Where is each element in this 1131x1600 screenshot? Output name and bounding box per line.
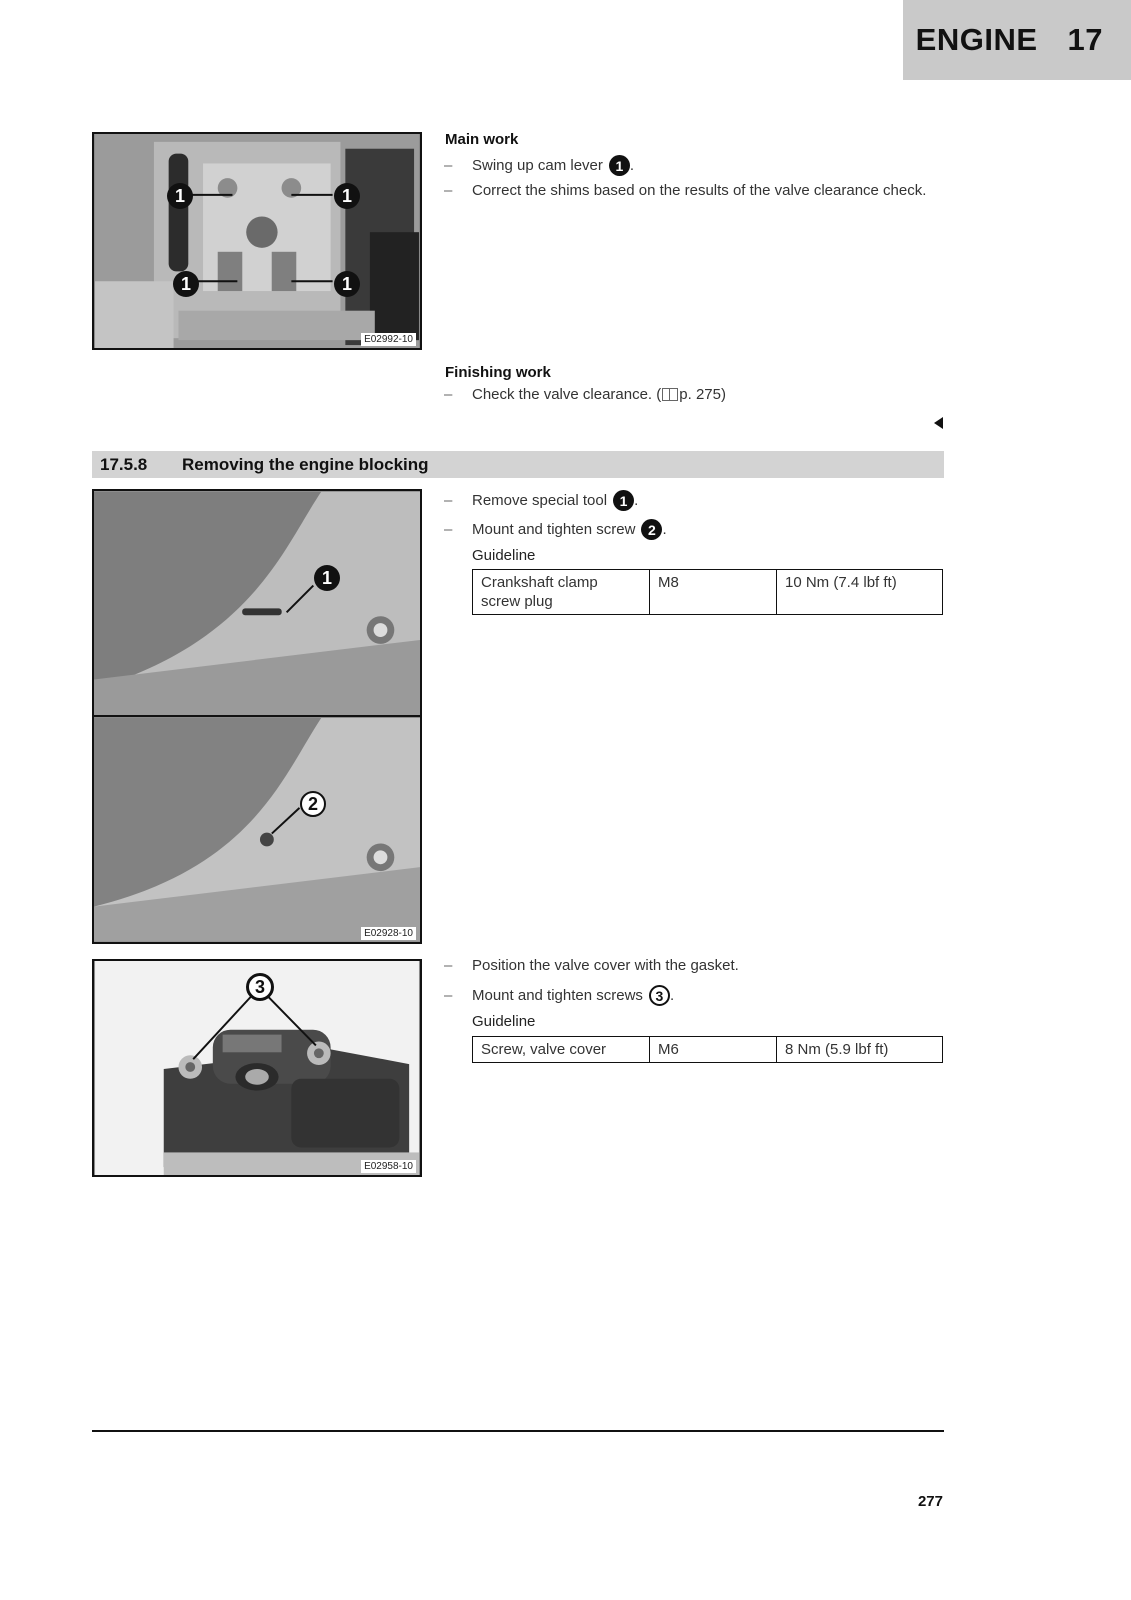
step-text: Mount and tighten screw: [472, 521, 636, 538]
guideline-label: Guideline: [472, 1013, 536, 1030]
callout-1-bottom-right: 1: [334, 271, 360, 297]
guideline-label: Guideline: [472, 547, 536, 564]
step-suffix: .: [669, 987, 675, 1004]
end-of-procedure-icon: [934, 417, 943, 429]
step-text: Mount and tighten screws: [472, 987, 643, 1004]
block2-step-1: [444, 957, 739, 974]
callout-1-top-right: 1: [334, 183, 360, 209]
main-work-heading: Main work: [445, 131, 519, 148]
footer-divider: [92, 1430, 944, 1432]
figure-code: E02992-10: [361, 333, 416, 346]
callout-1-top-left: 1: [167, 183, 193, 209]
part-cell: Screw, valve cover: [473, 1037, 650, 1063]
table-row: [473, 570, 943, 615]
figure-engine-blocking: [92, 489, 422, 944]
chapter-number: 17: [1067, 22, 1103, 57]
bullet-dash: –: [444, 987, 453, 1004]
block1-step-2: [444, 519, 667, 540]
section-title: Removing the engine blocking: [182, 454, 429, 474]
block1-step-1: [444, 490, 639, 511]
callout-3: 3: [246, 973, 274, 1001]
step-text: Correct the shims based on the results of the valve clearance check.: [472, 182, 927, 199]
valve-train-photo: [94, 134, 420, 348]
step-suffix: .: [662, 521, 667, 538]
marker-1: 1: [609, 155, 630, 176]
page-reference[interactable]: p. 275): [679, 386, 726, 403]
step-text: Swing up cam lever: [472, 157, 603, 174]
thread-cell: M6: [650, 1037, 777, 1063]
page-number: 277: [917, 1493, 943, 1510]
figure-valve-cover: [92, 959, 422, 1177]
torque-table: [472, 569, 943, 615]
callout-1-bottom-left: 1: [173, 271, 199, 297]
bullet-dash: –: [444, 386, 453, 403]
section-number: 17.5.8: [100, 454, 148, 474]
step-suffix: .: [634, 492, 639, 509]
bullet-dash: –: [444, 521, 453, 538]
figure-valve-train: [92, 132, 422, 350]
figure-code: E02958-10: [361, 1160, 416, 1173]
torque-table: [472, 1036, 943, 1063]
marker-2: 2: [641, 519, 662, 540]
figure-code: E02928-10: [361, 927, 416, 940]
bullet-dash: –: [444, 957, 453, 974]
marker-1: 1: [613, 490, 634, 511]
bullet-dash: –: [444, 157, 453, 174]
callout-1: 1: [314, 565, 340, 591]
chapter-tab: [903, 0, 1131, 80]
section-heading: [92, 451, 944, 478]
callout-2: 2: [300, 791, 326, 817]
marker-3: 3: [649, 985, 670, 1006]
step-text: Remove special tool: [472, 492, 608, 509]
thread-cell: M8: [650, 570, 777, 615]
chapter-title: ENGINE: [915, 22, 1038, 57]
torque-cell: 8 Nm (5.9 lbf ft): [777, 1037, 943, 1063]
finishing-work-step-1: [444, 386, 726, 403]
block2-step-2: [444, 985, 675, 1006]
main-work-step-2: [444, 182, 927, 199]
bullet-dash: –: [444, 182, 453, 199]
step-text: Check the valve clearance. (: [472, 386, 662, 403]
finishing-work-heading: Finishing work: [445, 364, 551, 381]
main-work-step-1: [444, 155, 635, 176]
book-reference-icon[interactable]: [662, 388, 678, 401]
step-suffix: .: [629, 157, 635, 174]
torque-cell: 10 Nm (7.4 lbf ft): [777, 570, 943, 615]
step-text: Position the valve cover with the gasket.: [472, 957, 739, 974]
engine-blocking-photo: [94, 491, 420, 942]
part-cell: Crankshaft clamp screw plug: [473, 570, 650, 615]
table-row: [473, 1037, 943, 1063]
bullet-dash: –: [444, 492, 453, 509]
